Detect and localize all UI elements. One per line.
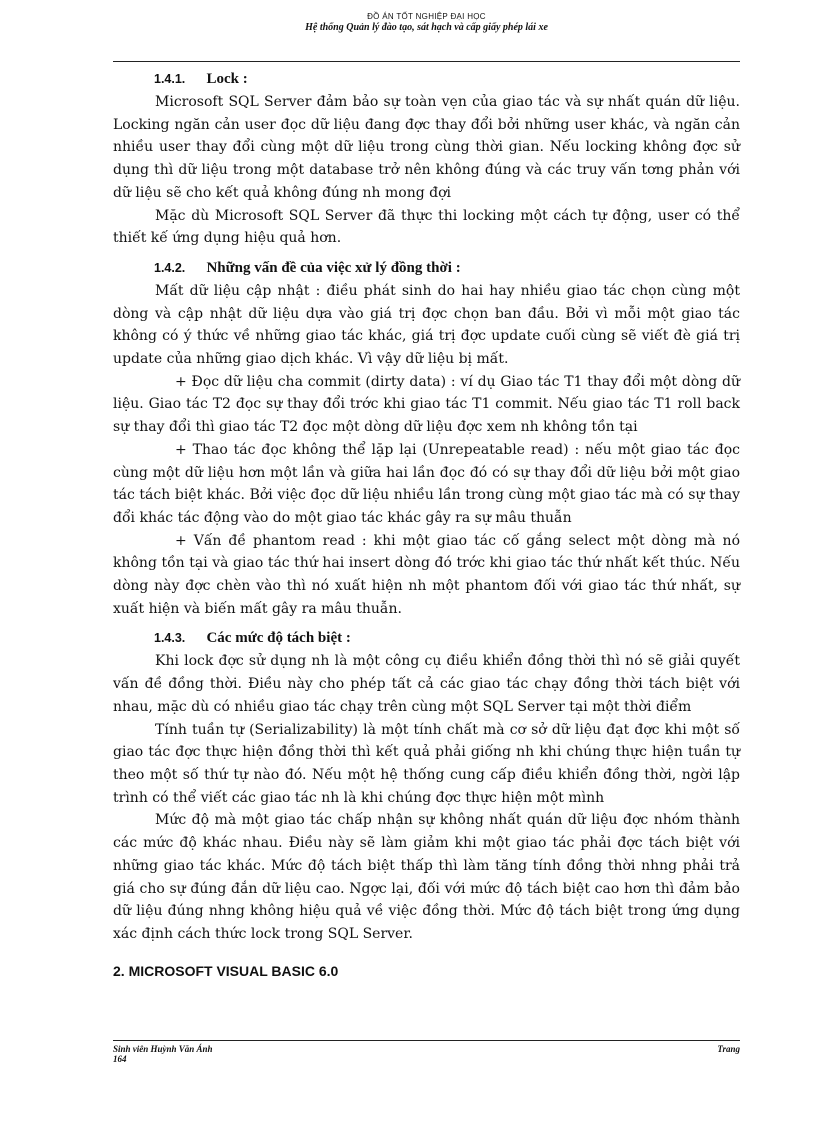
paragraph: Tính tuần tự (Serializability) là một tính chất mà cơ sở dữ liệu đạt đợc khi một số giao tác đợc thực hiện đồng thời thì kết quả phải giống nh khi chúng thực hiện tuần tự theo một số thứ tự nào đó. Nếu một hệ thống cung cấp điều khiển đồng thời, ngời lập trình có thể viết các giao tác nh là khi chúng đợc thực hiện một mình [113, 721, 740, 806]
section-heading-1-4-3 [113, 626, 740, 650]
header-project-title: Hệ thống Quản lý đào tạo, sát hạch và cấp giấy phép lái xe [305, 22, 548, 33]
paragraph: Mặc dù Microsoft SQL Server đã thực thi locking một cách tự động, user có thể thiết kế ứng dụng hiệu quả hơn. [113, 207, 740, 247]
paragraph: + Thao tác đọc không thể lặp lại (Unrepeatable read) : nếu một giao tác đọc cùng một dữ liệu hơn một lần và giữa hai lần đọc đó có sự thay đổi dữ liệu bởi một giao tác tách biệt khác. Bởi việc đọc dữ liệu nhiều lần trong cùng một giao tác mà có sự thay đổi khác tác động vào do một giao tác khác gây ra sự mâu thuẫn [113, 441, 740, 526]
section-title: Lock : [206, 71, 248, 87]
section-number: 1.4.2. [154, 260, 186, 275]
section-number: 1.4.3. [154, 631, 186, 646]
paragraph: Mức độ mà một giao tác chấp nhận sự không nhất quán dữ liệu đợc nhóm thành các mức độ khác nhau. Điều này sẽ làm giảm khi một giao tác phải đợc tách biệt với những giao tác khác. Mức độ tách biệt thấp thì làm tăng tính đồng thời nhng phải trả giá cho sự đúng đắn dữ liệu cao. Ngợc lại, đối với mức độ tách biệt cao hơn thì đảm bảo dữ liệu đúng nhng không hiệu quả về việc đồng thời. Mức độ tách biệt trong ứng dụng xác định cách thức lock trong SQL Server. [113, 812, 740, 942]
footer-page-number: 164 [113, 1054, 127, 1064]
paragraph: Microsoft SQL Server đảm bảo sự toàn vẹn của giao tác và sự nhất quán dữ liệu. Locking ngăn cản user đọc dữ liệu đang đợc thay đổi bởi những user khác, và ngăn cản nhiều user thay đổi cùng một dữ liệu trong cùng thời gian. Nếu locking không đợc sử dụng thì dữ liệu trong một database trở nên không đúng và các truy vấn tơng phản với dữ liệu sẽ cho kết quả không đúng nh mong đợi [113, 94, 740, 201]
footer-page-label: Trang [717, 1044, 740, 1054]
footer-student-name: Sinh viên Huỳnh Văn Ánh [113, 1044, 213, 1054]
page-header [113, 12, 740, 33]
footer-rule [113, 1040, 740, 1041]
section-number: 1.4.1. [154, 72, 186, 86]
paragraph: Mất dữ liệu cập nhật : điều phát sinh do hai hay nhiều giao tác chọn cùng một dòng và cập nhật dữ liệu dựa vào giá trị đợc chọn ban đầu. Bởi vì mỗi một giao tác không có ý thức về những giao tác khác, giá trị đợc update cuối cùng sẽ viết đè giá trị update của những giao dịch khác. Vì vậy dữ liệu bị mất. [113, 282, 740, 368]
section-heading-1-4-1 [113, 67, 740, 91]
paragraph: + Đọc dữ liệu cha commit (dirty data) : ví dụ Giao tác T1 thay đổi một dòng dữ liệu. Giao tác T2 đọc sự thay đổi trớc khi giao tác T1 commit. Nếu giao tác T1 roll back sự thay đổi thì giao tác T2 đọc một dòng dữ liệu đợc xem nh không tồn tại [113, 373, 740, 436]
section-title: Những vấn đề của việc xử lý đồng thời : [206, 259, 461, 276]
page-body [113, 64, 740, 982]
chapter-heading: 2. MICROSOFT VISUAL BASIC 6.0 [113, 962, 339, 979]
paragraph: Khi lock đợc sử dụng nh là một công cụ điều khiển đồng thời thì nó sẽ giải quyết vấn đề đồng thời. Điều này cho phép tất cả các giao tác chạy đồng thời tách biệt với nhau, mặc dù có nhiều giao tác chạy trên cùng một SQL Server tại một thời điểm [113, 653, 740, 715]
section-heading-1-4-2 [113, 256, 740, 280]
section-title: Các mức độ tách biệt : [206, 630, 351, 647]
header-rule [113, 61, 740, 62]
footer-author [113, 1044, 213, 1064]
header-thesis-label: ĐỒ ÁN TỐT NGHIỆP ĐẠI HỌC [367, 12, 486, 21]
paragraph: + Vấn đề phantom read : khi một giao tác cố gắng select một dòng mà nó không tồn tại và giao tác thứ hai insert dòng đó trớc khi giao tác thứ nhất kết thúc. Nếu dòng này đợc chèn vào thì nó xuất hiện nh một phantom đối với giao tác thứ nhất, sự xuất hiện và biến mất gây ra mâu thuẫn. [113, 532, 740, 617]
